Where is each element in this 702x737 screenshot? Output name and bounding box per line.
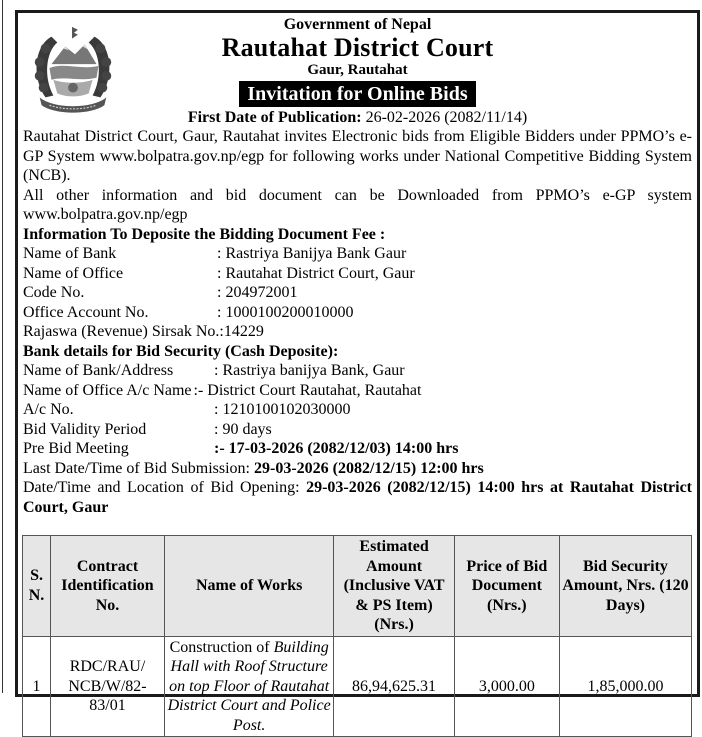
fee-info-label: Name of Bank — [23, 245, 117, 262]
fee-info-heading: Information To Deposite the Bidding Document Fee : — [23, 225, 386, 243]
fee-info-value: : Rastriya Banijya Bank Gaur — [217, 245, 407, 262]
header-bid-security-amount: Bid Security Amount, Nrs. (120 Days) — [559, 536, 691, 637]
fee-info-row — [23, 283, 692, 303]
fee-info-label: Name of Office — [23, 264, 124, 282]
bid-notice — [15, 10, 700, 734]
publication-date-label: First Date of Publication: — [187, 109, 362, 126]
table-row — [23, 636, 692, 737]
bid-security-label: Name of Bank/Address — [23, 362, 174, 379]
bid-opening-label: Date/Time and Location of Bid Opening: — [23, 479, 307, 496]
download-paragraph: All other information and bid document can be Downloaded from PPMO’s e-GP system www.bolpatra.gov.np/egp — [23, 186, 692, 223]
government-title: Government of Nepal — [283, 16, 432, 33]
pre-bid-meeting-label: Pre Bid Meeting — [23, 440, 129, 457]
cell-estimated-amount: 86,94,625.31 — [334, 636, 454, 737]
fee-info-row — [23, 244, 692, 264]
cell-price-of-bid-document: 3,000.00 — [454, 636, 559, 737]
bid-security-row — [23, 420, 692, 440]
pre-bid-meeting-row — [23, 439, 692, 459]
bid-submission-label: Last Date/Time of Bid Submission: — [23, 459, 254, 477]
cell-name-of-works — [164, 636, 333, 737]
bid-security-row — [23, 400, 692, 420]
header-estimated-amount: Estimated Amount (Inclusive VAT & PS Item) (Nrs.) — [334, 536, 454, 637]
fee-info-label: Code No. — [23, 284, 85, 301]
bid-security-label: A/c No. — [23, 401, 74, 418]
bid-opening-value: 29-03-2026 (2082/12/15) 14:00 hrs at Rautahat District Court, Gaur — [23, 479, 692, 516]
header-price-of-bid-document: Price of Bid Document (Nrs.) — [454, 536, 559, 637]
court-name: Rautahat District Court — [221, 33, 494, 62]
bid-opening-row — [23, 478, 692, 517]
court-location: Gaur, Rautahat — [307, 62, 408, 78]
bid-security-value: : Rastriya banijya Bank, Gaur — [214, 362, 405, 379]
page-edge-rule — [2, 0, 3, 693]
bid-submission-row — [23, 459, 692, 479]
works-prefix: Construction of — [169, 638, 274, 656]
works-table-header-row — [23, 536, 692, 637]
bid-submission-value: 29-03-2026 (2082/12/15) 12:00 hrs — [253, 459, 484, 477]
fee-info-value: : Rautahat District Court, Gaur — [217, 264, 415, 282]
header-contract-id: Contract Identification No. — [51, 536, 165, 637]
bid-security-value: :- District Court Rautahat, Rautahat — [193, 381, 422, 399]
bid-security-row — [23, 361, 692, 381]
publication-date — [23, 108, 692, 127]
publication-date-value: 26-02-2026 (2082/11/14) — [361, 109, 528, 126]
works-table — [22, 535, 692, 737]
bid-security-value: : 90 days — [214, 420, 272, 438]
cell-bid-security-amount: 1,85,000.00 — [559, 636, 691, 737]
bid-security-label: Bid Validity Period — [23, 420, 147, 438]
fee-info-label: Office Account No. — [23, 303, 149, 321]
bid-security-heading: Bank details for Bid Security (Cash Deposite): — [23, 342, 339, 360]
works-description: Building Hall with Roof Structure on top Floor of Rautahat District Court and Police Post. — [167, 638, 331, 734]
cell-contract-id: RDC/RAU/ NCB/W/82-83/01 — [51, 636, 165, 737]
bid-security-row — [23, 381, 692, 401]
intro-paragraph: Rautahat District Court, Gaur, Rautahat invites Electronic bids from Eligible Bidders under PPMO’s e-GP System www.bolpatra.gov.np/egp for following works under National Competitive Bidding System (NCB). — [23, 128, 692, 184]
notice-banner: Invitation for Online Bids — [239, 81, 475, 107]
revenue-line: Rajaswa (Revenue) Sirsak No.:14229 — [23, 323, 264, 340]
fee-info-value: : 1000100200010000 — [217, 303, 354, 321]
header-sn: S. N. — [23, 536, 51, 637]
fee-info-row — [23, 303, 692, 323]
bid-security-value: : 1210100102030000 — [214, 401, 351, 418]
fee-info-value: : 204972001 — [217, 284, 298, 301]
cell-sn: 1 — [23, 636, 51, 737]
bid-security-label: Name of Office A/c Name — [23, 381, 192, 399]
fee-info-row — [23, 264, 692, 284]
pre-bid-meeting-value: :- 17-03-2026 (2082/12/03) 14:00 hrs — [214, 440, 459, 457]
header-name-of-works: Name of Works — [164, 536, 333, 637]
